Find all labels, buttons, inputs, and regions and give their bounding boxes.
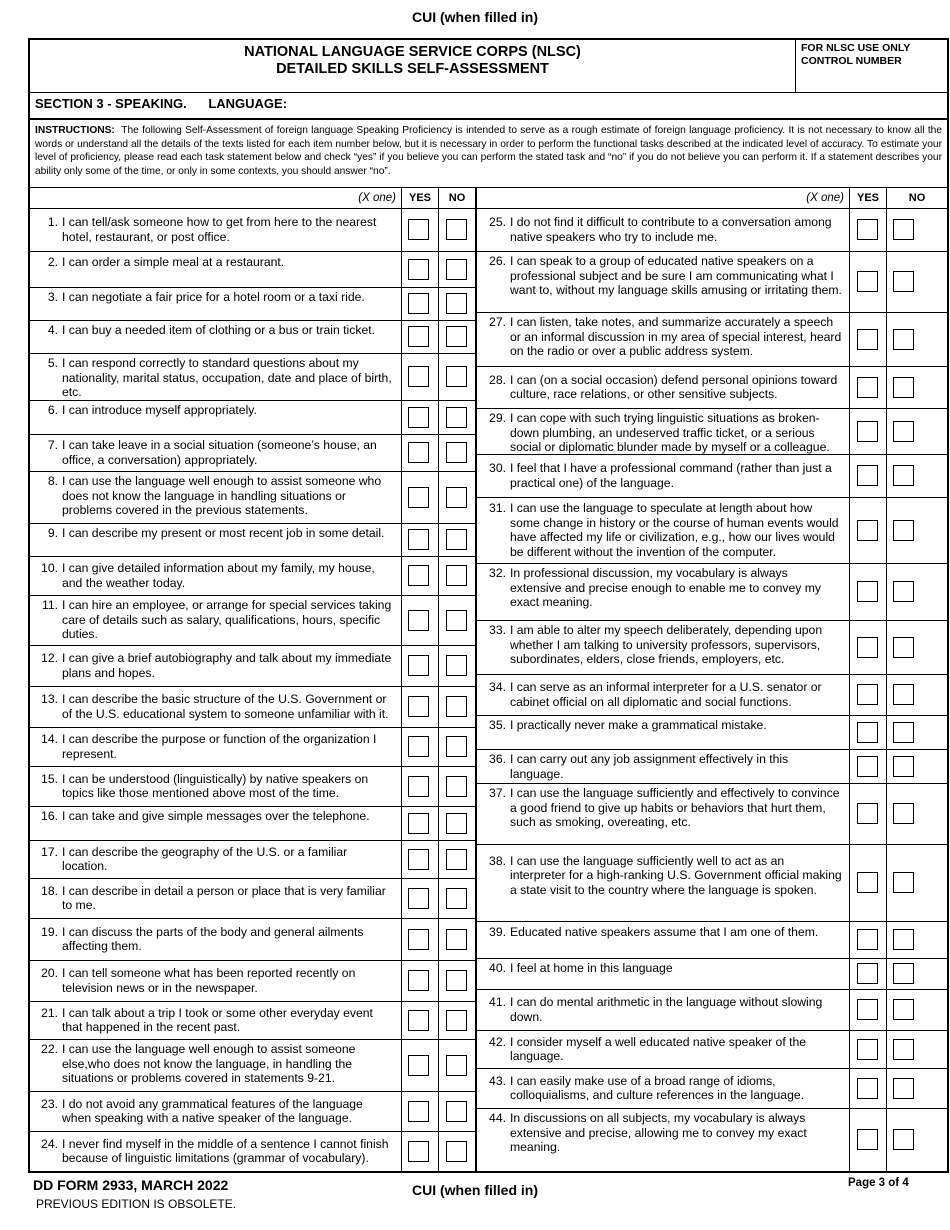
statement-number: 42. — [489, 1034, 506, 1049]
yes-checkbox[interactable] — [857, 963, 878, 984]
assessment-table — [30, 188, 947, 1171]
no-checkbox[interactable] — [446, 1055, 467, 1076]
statement-text: I can discuss the parts of the body and general ailments affecting them. — [62, 924, 364, 953]
yes-checkbox[interactable] — [857, 377, 878, 398]
statement-number: 7. — [47, 438, 58, 452]
statement-number: 35. — [489, 718, 506, 732]
no-checkbox[interactable] — [893, 377, 914, 398]
yes-checkbox[interactable] — [857, 722, 878, 743]
statement-number: 26. — [489, 254, 506, 268]
yes-checkbox[interactable] — [408, 813, 429, 834]
no-checkbox[interactable] — [893, 684, 914, 705]
column-divider — [438, 188, 439, 1171]
statement-row — [482, 1030, 842, 1068]
no-checkbox[interactable] — [893, 421, 914, 442]
statement-number: 6. — [47, 403, 58, 417]
statement-number: 9. — [47, 526, 58, 540]
statement-text: I can talk about a trip I took or some other everyday event that happened in the recent past. — [62, 1005, 373, 1034]
statement-number: 24. — [41, 1136, 58, 1151]
statement-row — [34, 400, 394, 434]
yes-checkbox[interactable] — [857, 872, 878, 893]
statement-row — [482, 251, 842, 312]
statement-row — [482, 783, 842, 844]
statement-number: 27. — [489, 315, 506, 329]
no-checkbox[interactable] — [446, 1101, 467, 1122]
no-checkbox[interactable] — [893, 722, 914, 743]
statement-number: 39. — [489, 925, 506, 939]
statement-text: I can take and give simple messages over the telephone. — [62, 809, 370, 823]
statement-text: I can be understood (linguistically) by native speakers on topics like those mentioned above most of the time. — [62, 771, 369, 800]
no-checkbox[interactable] — [893, 803, 914, 824]
statement-text: I can easily make use of a broad range of idioms, colloquialisms, and culture references in the language. — [510, 1073, 805, 1102]
statement-number: 28. — [489, 372, 506, 387]
statement-number: 4. — [47, 323, 58, 337]
no-checkbox[interactable] — [446, 655, 467, 676]
no-checkbox[interactable] — [446, 407, 467, 428]
statement-number: 22. — [41, 1042, 58, 1056]
yes-checkbox[interactable] — [408, 293, 429, 314]
statement-number: 12. — [41, 651, 58, 665]
statement-text: I can buy a needed item of clothing or a bus or train ticket. — [62, 323, 375, 337]
statement-text: In discussions on all subjects, my vocabulary is always extensive and precise, allowing me to convey my exact meaning. — [510, 1111, 807, 1154]
yes-checkbox[interactable] — [857, 465, 878, 486]
statement-text: I can describe the geography of the U.S. or a familiar location. — [62, 844, 348, 873]
statement-number: 19. — [41, 924, 58, 939]
yes-checkbox[interactable] — [408, 1101, 429, 1122]
statement-row — [34, 1091, 394, 1131]
cui-marking-top: CUI (when filled in) — [412, 9, 538, 25]
yes-checkbox[interactable] — [408, 736, 429, 757]
yes-checkbox[interactable] — [857, 581, 878, 602]
statement-text: I can listen, take notes, and summarize accurately a speech or an informal discussion in my area of special interest, heard on the radio or over a public address system. — [510, 315, 842, 358]
form-number: DD FORM 2933, MARCH 2022 — [33, 1177, 229, 1193]
statement-text: I can introduce myself appropriately. — [62, 403, 257, 417]
statement-text: I can negotiate a fair price for a hotel room or a taxi ride. — [62, 290, 365, 304]
no-checkbox[interactable] — [446, 1141, 467, 1162]
right-x-one-header: (X one) — [806, 192, 844, 204]
yes-checkbox[interactable] — [408, 326, 429, 347]
no-checkbox[interactable] — [893, 1078, 914, 1099]
no-checkbox[interactable] — [446, 565, 467, 586]
statement-number: 43. — [489, 1073, 506, 1088]
statement-text: I can describe the basic structure of the U.S. Government or of the U.S. educational system to someone unfamiliar with it. — [62, 692, 389, 721]
right-yes-header: YES — [856, 192, 879, 204]
no-checkbox[interactable] — [893, 581, 914, 602]
statement-row — [34, 595, 394, 645]
no-checkbox[interactable] — [893, 1039, 914, 1060]
left-x-one-header: (X one) — [358, 192, 396, 204]
statement-number: 37. — [489, 786, 506, 800]
statement-text: I can use the language sufficiently well to act as an interpreter for a high-ranking U.S. Government official making a state visit to the country where the language is spoken. — [510, 853, 842, 897]
yes-checkbox[interactable] — [408, 610, 429, 631]
yes-checkbox[interactable] — [857, 637, 878, 658]
statement-row — [34, 287, 394, 320]
statement-number: 29. — [489, 411, 506, 425]
statement-number: 15. — [41, 771, 58, 786]
statement-text: I do not avoid any grammatical features of the language when speaking with a native speaker of the language. — [62, 1096, 363, 1125]
statement-number: 21. — [41, 1005, 58, 1020]
title-line-1: NATIONAL LANGUAGE SERVICE CORPS (NLSC) — [244, 44, 581, 60]
no-checkbox[interactable] — [446, 888, 467, 909]
yes-checkbox[interactable] — [857, 803, 878, 824]
statement-number: 25. — [489, 215, 506, 229]
statement-row — [482, 844, 842, 921]
instructions — [30, 120, 947, 188]
statement-number: 44. — [489, 1111, 506, 1125]
no-checkbox[interactable] — [446, 849, 467, 870]
yes-checkbox[interactable] — [408, 407, 429, 428]
no-checkbox[interactable] — [446, 970, 467, 991]
statement-row — [34, 727, 394, 766]
no-checkbox[interactable] — [446, 442, 467, 463]
statement-text: I am able to alter my speech deliberately, depending upon whether I am talking to university professors, supervisors, subordinates, elders, close friends, employers, etc. — [510, 623, 823, 666]
statement-text: I can tell someone what has been reported recently on television news or in the newspaper. — [62, 966, 356, 995]
no-checkbox[interactable] — [446, 529, 467, 550]
statement-row — [34, 918, 394, 960]
yes-checkbox[interactable] — [408, 696, 429, 717]
statement-text: I can use the language to speculate at length about how some change in history or the course of human events would have affected my life or civilization, e.g., how our lives would be different without the invention of the computer. — [510, 501, 839, 559]
left-no-header: NO — [448, 192, 466, 204]
statement-number: 11. — [41, 598, 58, 612]
statement-number: 10. — [41, 561, 58, 575]
statement-text: I can use the language well enough to assist someone who does not know the language in handling situations or problems covered in the previous statements. — [62, 474, 382, 517]
statement-text: I feel at home in this language — [510, 961, 673, 975]
statement-number: 33. — [489, 623, 506, 637]
statement-row — [34, 960, 394, 1001]
statement-text: I can (on a social occasion) defend personal opinions toward culture, race relations, or other sensitive subjects. — [510, 372, 838, 401]
no-checkbox[interactable] — [893, 520, 914, 541]
statement-row — [482, 454, 842, 497]
yes-checkbox[interactable] — [408, 888, 429, 909]
yes-checkbox[interactable] — [857, 1078, 878, 1099]
yes-checkbox[interactable] — [408, 529, 429, 550]
statement-row — [482, 715, 842, 749]
previous-edition-note: PREVIOUS EDITION IS OBSOLETE. — [36, 1197, 237, 1211]
statement-text: I can cope with such trying linguistic situations as broken-down plumbing, an undeserved traffic ticket, or a serious social or diplomatic blunder made by myself or a colleague. — [510, 411, 830, 454]
statement-text: I can describe in detail a person or place that is very familiar to me. — [62, 883, 386, 912]
no-checkbox[interactable] — [893, 637, 914, 658]
no-checkbox[interactable] — [893, 271, 914, 292]
statement-number: 16. — [41, 809, 58, 823]
right-no-header: NO — [908, 192, 926, 204]
statement-row — [34, 686, 394, 727]
statement-text: I can use the language sufficiently and effectively to convince a good friend to give up habits or behaviors that hurt them, such as smoking, overeating, etc. — [510, 786, 840, 829]
statement-row — [482, 1068, 842, 1108]
statement-number: 23. — [41, 1096, 58, 1111]
use-only-label: FOR NLSC USE ONLY — [801, 42, 911, 54]
statement-number: 31. — [489, 501, 506, 515]
language-label: LANGUAGE: — [208, 96, 288, 111]
no-checkbox[interactable] — [893, 872, 914, 893]
statement-number: 8. — [47, 474, 58, 488]
statement-number: 18. — [41, 883, 58, 898]
statement-text: I can speak to a group of educated native speakers on a professional subject and be sure I am communicating what I want to, without my language skills amusing or irritating them. — [510, 254, 842, 297]
no-checkbox[interactable] — [893, 929, 914, 950]
statement-number: 30. — [489, 461, 506, 475]
statement-text: I can give a brief autobiography and talk about my immediate plans and hopes. — [62, 651, 392, 680]
statement-text: In professional discussion, my vocabulary is always extensive and precise enough to enable me to convey my exact meaning. — [510, 566, 821, 609]
column-divider — [401, 188, 402, 1171]
title-line-2: DETAILED SKILLS SELF-ASSESSMENT — [276, 61, 549, 77]
statement-row — [482, 958, 842, 989]
yes-checkbox[interactable] — [408, 1010, 429, 1031]
yes-checkbox[interactable] — [857, 271, 878, 292]
no-checkbox[interactable] — [446, 293, 467, 314]
statement-row — [482, 366, 842, 408]
no-checkbox[interactable] — [446, 610, 467, 631]
cui-marking-bottom: CUI (when filled in) — [412, 1182, 538, 1198]
statement-row — [34, 806, 394, 840]
yes-checkbox[interactable] — [857, 421, 878, 442]
statement-row — [482, 749, 842, 783]
statement-row — [34, 878, 394, 918]
control-number-label: CONTROL NUMBER — [801, 55, 902, 67]
statement-number: 14. — [41, 732, 58, 746]
section-label: SECTION 3 - SPEAKING. — [35, 96, 187, 111]
statement-row — [34, 434, 394, 471]
no-checkbox[interactable] — [446, 219, 467, 240]
no-checkbox[interactable] — [446, 813, 467, 834]
statement-text: I can hire an employee, or arrange for special services taking care of details such as salary, qualifications, hours, specific duties. — [62, 598, 392, 641]
statement-number: 38. — [489, 853, 506, 868]
statement-text: I can do mental arithmetic in the language without slowing down. — [510, 995, 823, 1024]
no-checkbox[interactable] — [446, 736, 467, 757]
statement-row — [34, 1039, 394, 1091]
statement-row — [482, 208, 842, 251]
yes-checkbox[interactable] — [408, 970, 429, 991]
yes-checkbox[interactable] — [857, 1039, 878, 1060]
form-title — [30, 44, 795, 78]
statement-row — [34, 1131, 394, 1171]
no-checkbox[interactable] — [446, 326, 467, 347]
yes-checkbox[interactable] — [408, 442, 429, 463]
no-checkbox[interactable] — [893, 963, 914, 984]
statement-row — [482, 497, 842, 563]
statement-number: 1. — [47, 215, 58, 229]
no-checkbox[interactable] — [893, 465, 914, 486]
instructions-text: The following Self-Assessment of foreign language Speaking Proficiency is intended to serve as a rough estimate of foreign language proficiency. It is not necessary to know all the words or understand all the details of the texts listed for each item number below, but it is necessary in order to perform the functional tasks described at the indicated level of accuracy. To estimate your level of proficiency, please read each task statement below and check “yes” if you believe you can perform the stated task and “no” if you do not believe you can perform it. If a statement describes your ability only some of the time, or only in some contexts, you should answer “no”. — [35, 125, 942, 177]
yes-checkbox[interactable] — [857, 929, 878, 950]
statement-row — [34, 1001, 394, 1039]
yes-checkbox[interactable] — [408, 565, 429, 586]
statement-number: 13. — [41, 692, 58, 706]
statement-text: I can describe the purpose or function of the organization I represent. — [62, 732, 377, 761]
statement-row — [482, 989, 842, 1030]
statement-text: I can serve as an informal interpreter for a U.S. senator or cabinet official on all diplomatic and social functions. — [510, 680, 822, 709]
yes-checkbox[interactable] — [408, 849, 429, 870]
yes-checkbox[interactable] — [857, 329, 878, 350]
yes-checkbox[interactable] — [408, 259, 429, 280]
no-checkbox[interactable] — [893, 329, 914, 350]
no-checkbox[interactable] — [446, 929, 467, 950]
no-checkbox[interactable] — [893, 756, 914, 777]
statement-text: I consider myself a well educated native speaker of the language. — [510, 1034, 807, 1063]
statement-row — [34, 766, 394, 806]
statement-row — [482, 563, 842, 620]
no-checkbox[interactable] — [446, 259, 467, 280]
yes-checkbox[interactable] — [857, 1129, 878, 1150]
statement-row — [482, 312, 842, 366]
column-divider — [849, 188, 850, 1171]
yes-checkbox[interactable] — [408, 776, 429, 797]
statement-text: I can respond correctly to standard questions about my nationality, marital status, occupation, date and place of birth, etc. — [62, 356, 392, 399]
section-heading — [30, 92, 947, 120]
statement-text: I practically never make a grammatical mistake. — [510, 718, 767, 732]
yes-checkbox[interactable] — [408, 1055, 429, 1076]
yes-checkbox[interactable] — [408, 929, 429, 950]
column-divider — [886, 188, 887, 1171]
yes-checkbox[interactable] — [857, 219, 878, 240]
yes-checkbox[interactable] — [857, 756, 878, 777]
control-number-box[interactable] — [795, 40, 947, 92]
statement-text: I feel that I have a professional command (rather than just a practical one) of the language. — [510, 461, 832, 490]
statement-number: 41. — [489, 995, 506, 1009]
statement-text: I can give detailed information about my family, my house, and the weather today. — [62, 561, 375, 590]
form-header — [30, 40, 947, 93]
statement-row — [34, 208, 394, 251]
statement-text: I never find myself in the middle of a sentence I cannot finish because of linguistic limitations (grammar of vocabulary). — [62, 1136, 389, 1165]
no-checkbox[interactable] — [446, 776, 467, 797]
no-checkbox[interactable] — [446, 1010, 467, 1031]
yes-checkbox[interactable] — [857, 684, 878, 705]
statement-number: 5. — [47, 356, 58, 370]
statement-row — [482, 674, 842, 715]
statement-text: Educated native speakers assume that I am one of them. — [510, 925, 819, 939]
yes-checkbox[interactable] — [408, 655, 429, 676]
statement-number: 20. — [41, 966, 58, 980]
yes-checkbox[interactable] — [408, 487, 429, 508]
no-checkbox[interactable] — [893, 999, 914, 1020]
statement-text: I can order a simple meal at a restaurant. — [62, 254, 285, 269]
left-yes-header: YES — [408, 192, 431, 204]
statement-text: I do not find it difficult to contribute to a conversation among native speakers who try to include me. — [510, 215, 832, 244]
statement-text: I can describe my present or most recent job in some detail. — [62, 526, 385, 540]
statement-number: 34. — [489, 680, 506, 694]
statement-row — [34, 471, 394, 523]
center-divider — [475, 188, 477, 1171]
statement-number: 40. — [489, 961, 506, 975]
statement-text: I can tell/ask someone how to get from here to the nearest hotel, restaurant, or post office. — [62, 215, 377, 244]
instructions-label: INSTRUCTIONS: — [35, 125, 115, 136]
statement-text: I can carry out any job assignment effectively in this language. — [510, 752, 789, 781]
statement-number: 2. — [47, 254, 58, 269]
no-checkbox[interactable] — [893, 1129, 914, 1150]
no-checkbox[interactable] — [446, 487, 467, 508]
no-checkbox[interactable] — [893, 219, 914, 240]
yes-checkbox[interactable] — [408, 366, 429, 387]
statement-row — [482, 1108, 842, 1171]
statement-row — [482, 921, 842, 958]
statement-text: I can take leave in a social situation (someone’s house, an office, a conversation) appropriately. — [62, 438, 377, 467]
statement-row — [34, 523, 394, 556]
statement-row — [34, 556, 394, 595]
assessment-form — [28, 38, 949, 1173]
page-number: Page 3 of 4 — [848, 1177, 909, 1189]
statement-row — [34, 840, 394, 878]
statement-row — [34, 645, 394, 686]
statement-text: I can use the language well enough to assist someone else,who does not know the language, in handling the situations or problems covered in statements 9-21. — [62, 1042, 356, 1085]
yes-checkbox[interactable] — [857, 520, 878, 541]
yes-checkbox[interactable] — [408, 219, 429, 240]
statement-number: 17. — [41, 844, 58, 859]
statement-row — [34, 353, 394, 400]
statement-number: 36. — [489, 752, 506, 766]
statement-row — [482, 408, 842, 454]
statement-row — [34, 320, 394, 353]
yes-checkbox[interactable] — [408, 1141, 429, 1162]
statement-row — [34, 251, 394, 287]
no-checkbox[interactable] — [446, 696, 467, 717]
yes-checkbox[interactable] — [857, 999, 878, 1020]
statement-row — [482, 620, 842, 674]
statement-number: 3. — [47, 290, 58, 304]
no-checkbox[interactable] — [446, 366, 467, 387]
statement-number: 32. — [489, 566, 506, 580]
